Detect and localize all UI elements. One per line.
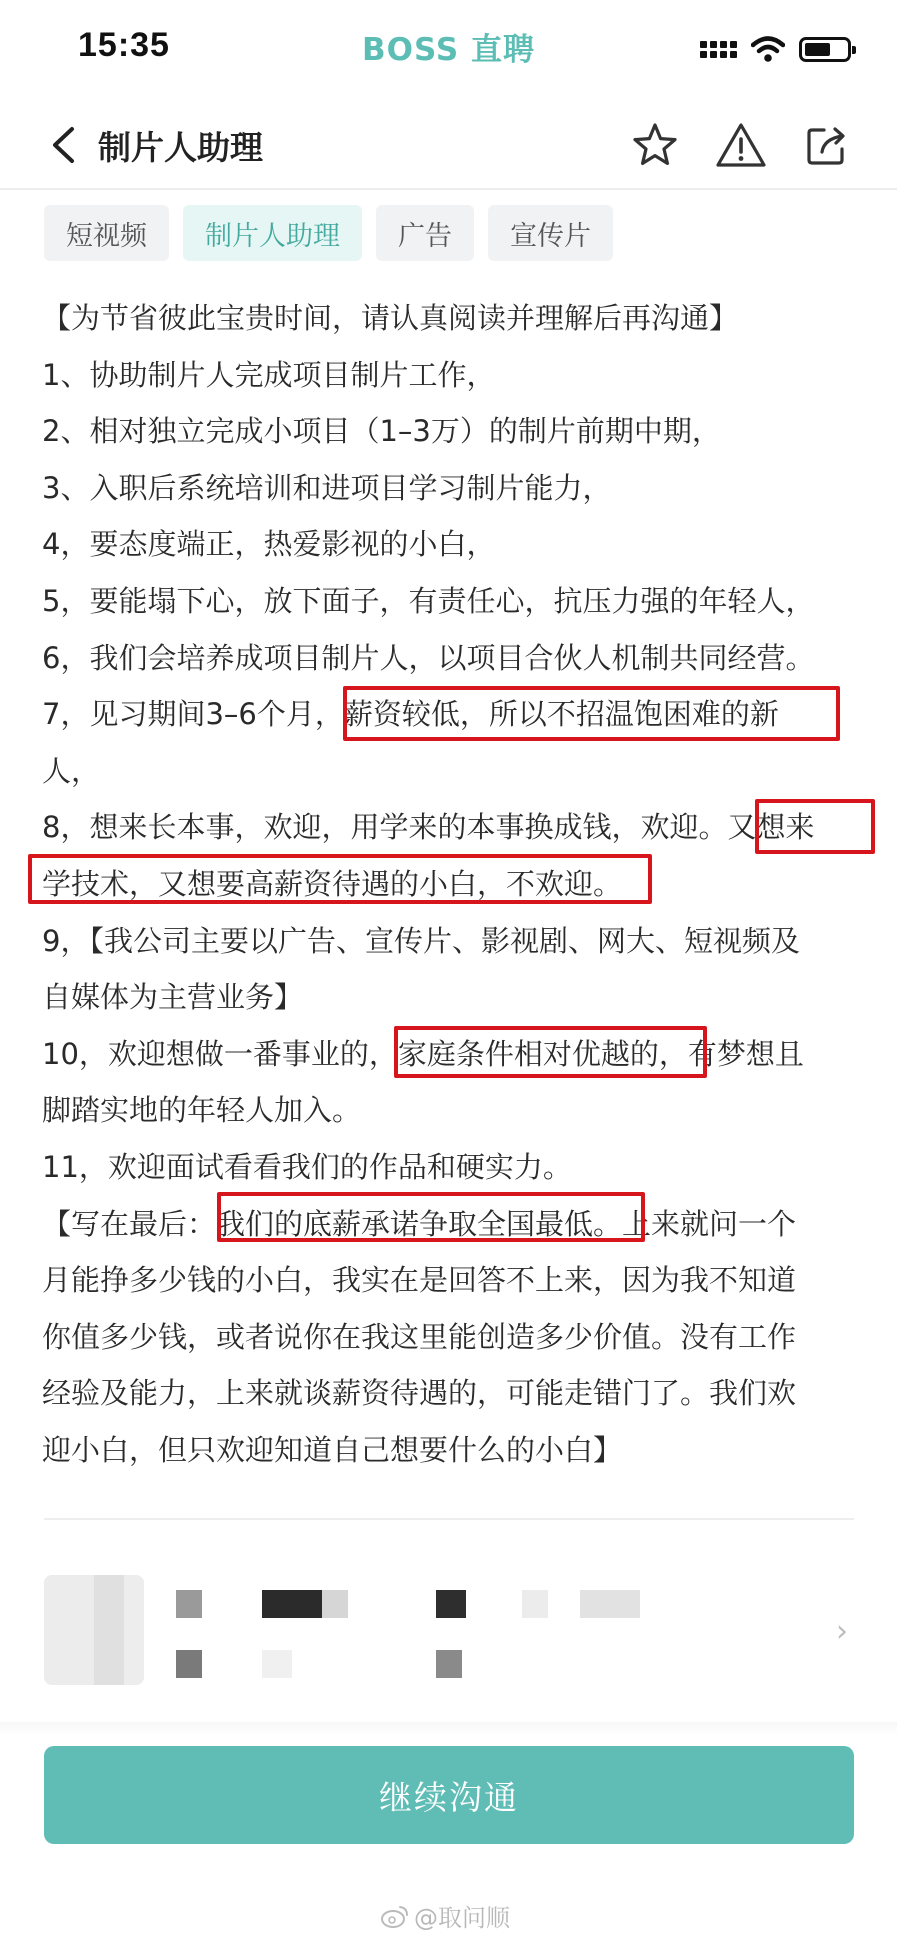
redacted-block xyxy=(322,1590,348,1618)
back-arrow-icon xyxy=(50,126,76,164)
description-line: 【写在最后：我们的底薪承诺争取全国最低。上来就问一个 xyxy=(42,1206,797,1241)
description-line: 【为节省彼此宝贵时间，请认真阅读并理解后再沟通】 xyxy=(42,301,739,335)
description-line: 学技术，又想要高薪资待遇的小白，不欢迎。 xyxy=(42,866,623,901)
cellular-signal-icon xyxy=(700,41,737,58)
description-line: 8，想来长本事，欢迎，用学来的本事换成钱，欢迎。又想来 xyxy=(42,810,815,845)
redacted-block xyxy=(176,1590,202,1618)
favorite-button[interactable] xyxy=(627,117,683,173)
description-line: 1、协助制片人完成项目制片工作， xyxy=(42,357,496,392)
tag-promo-film[interactable]: 宣传片 xyxy=(488,205,613,261)
description-line: 迎小白，但只欢迎知道自己想要什么的小白】 xyxy=(42,1432,623,1467)
avatar xyxy=(44,1575,144,1685)
tag-advertising[interactable]: 广告 xyxy=(376,205,474,261)
description-line: 6，我们会培养成项目制片人，以项目合伙人机制共同经营。 xyxy=(42,640,815,675)
watermark-text: @取问顺 xyxy=(414,1904,510,1932)
recruiter-card[interactable] xyxy=(44,1570,854,1690)
job-description xyxy=(42,290,862,1478)
redacted-block xyxy=(436,1650,462,1678)
continue-chat-button[interactable]: 继续沟通 xyxy=(44,1746,854,1844)
redacted-block xyxy=(176,1650,202,1678)
description-line: 10，欢迎想做一番事业的，家庭条件相对优越的，有梦想且 xyxy=(42,1036,804,1071)
page-title: 制片人助理 xyxy=(98,128,263,167)
tag-short-video[interactable]: 短视频 xyxy=(44,205,169,261)
redacted-block xyxy=(262,1590,322,1618)
share-button[interactable] xyxy=(799,117,855,173)
status-bar xyxy=(0,0,897,100)
wifi-icon xyxy=(751,35,785,63)
redacted-block xyxy=(436,1590,466,1618)
redacted-block xyxy=(580,1590,640,1618)
warning-icon xyxy=(715,121,767,169)
status-time: 15:35 xyxy=(78,26,170,64)
description-line: 月能挣多少钱的小白，我实在是回答不上来，因为我不知道 xyxy=(42,1263,797,1298)
report-button[interactable] xyxy=(713,117,769,173)
description-line: 3、入职后系统培训和进项目学习制片能力， xyxy=(42,470,612,505)
job-tags xyxy=(44,205,613,261)
back-button[interactable] xyxy=(38,120,88,170)
watermark xyxy=(380,1898,510,1933)
share-icon xyxy=(804,122,850,168)
tag-producer-assistant[interactable]: 制片人助理 xyxy=(183,205,362,261)
chevron-right-icon: › xyxy=(836,1614,848,1649)
description-line: 11，欢迎面试看看我们的作品和硬实力。 xyxy=(42,1149,572,1184)
description-line: 经验及能力，上来就谈薪资待遇的，可能走错门了。我们欢 xyxy=(42,1376,797,1411)
nav-bar xyxy=(0,100,897,190)
description-line: 人， xyxy=(42,753,101,788)
description-line: 5，要能塌下心，放下面子，有责任心，抗压力强的年轻人， xyxy=(42,583,815,618)
description-line: 自媒体为主营业务】 xyxy=(42,980,304,1015)
status-icons xyxy=(700,34,851,64)
description-line: 你值多少钱，或者说你在我这里能创造多少价值。没有工作 xyxy=(42,1319,797,1354)
battery-icon xyxy=(799,37,851,62)
star-icon xyxy=(631,121,679,169)
description-line: 4，要态度端正，热爱影视的小白， xyxy=(42,527,496,562)
weibo-logo-icon xyxy=(380,1903,410,1929)
divider xyxy=(44,1518,854,1520)
redacted-block xyxy=(262,1650,292,1678)
redacted-block xyxy=(522,1590,548,1618)
app-brand: BOSS 直聘 xyxy=(361,32,536,68)
description-line: 9，【我公司主要以广告、宣传片、影视剧、网大、短视频及 xyxy=(42,923,800,958)
description-line: 脚踏实地的年轻人加入。 xyxy=(42,1093,362,1128)
description-line: 7，见习期间3–6个月，薪资较低，所以不招温饱困难的新 xyxy=(42,697,779,732)
description-line: 2、相对独立完成小项目（1–3万）的制片前期中期， xyxy=(42,414,721,449)
bottom-bar-shadow xyxy=(0,1722,897,1736)
